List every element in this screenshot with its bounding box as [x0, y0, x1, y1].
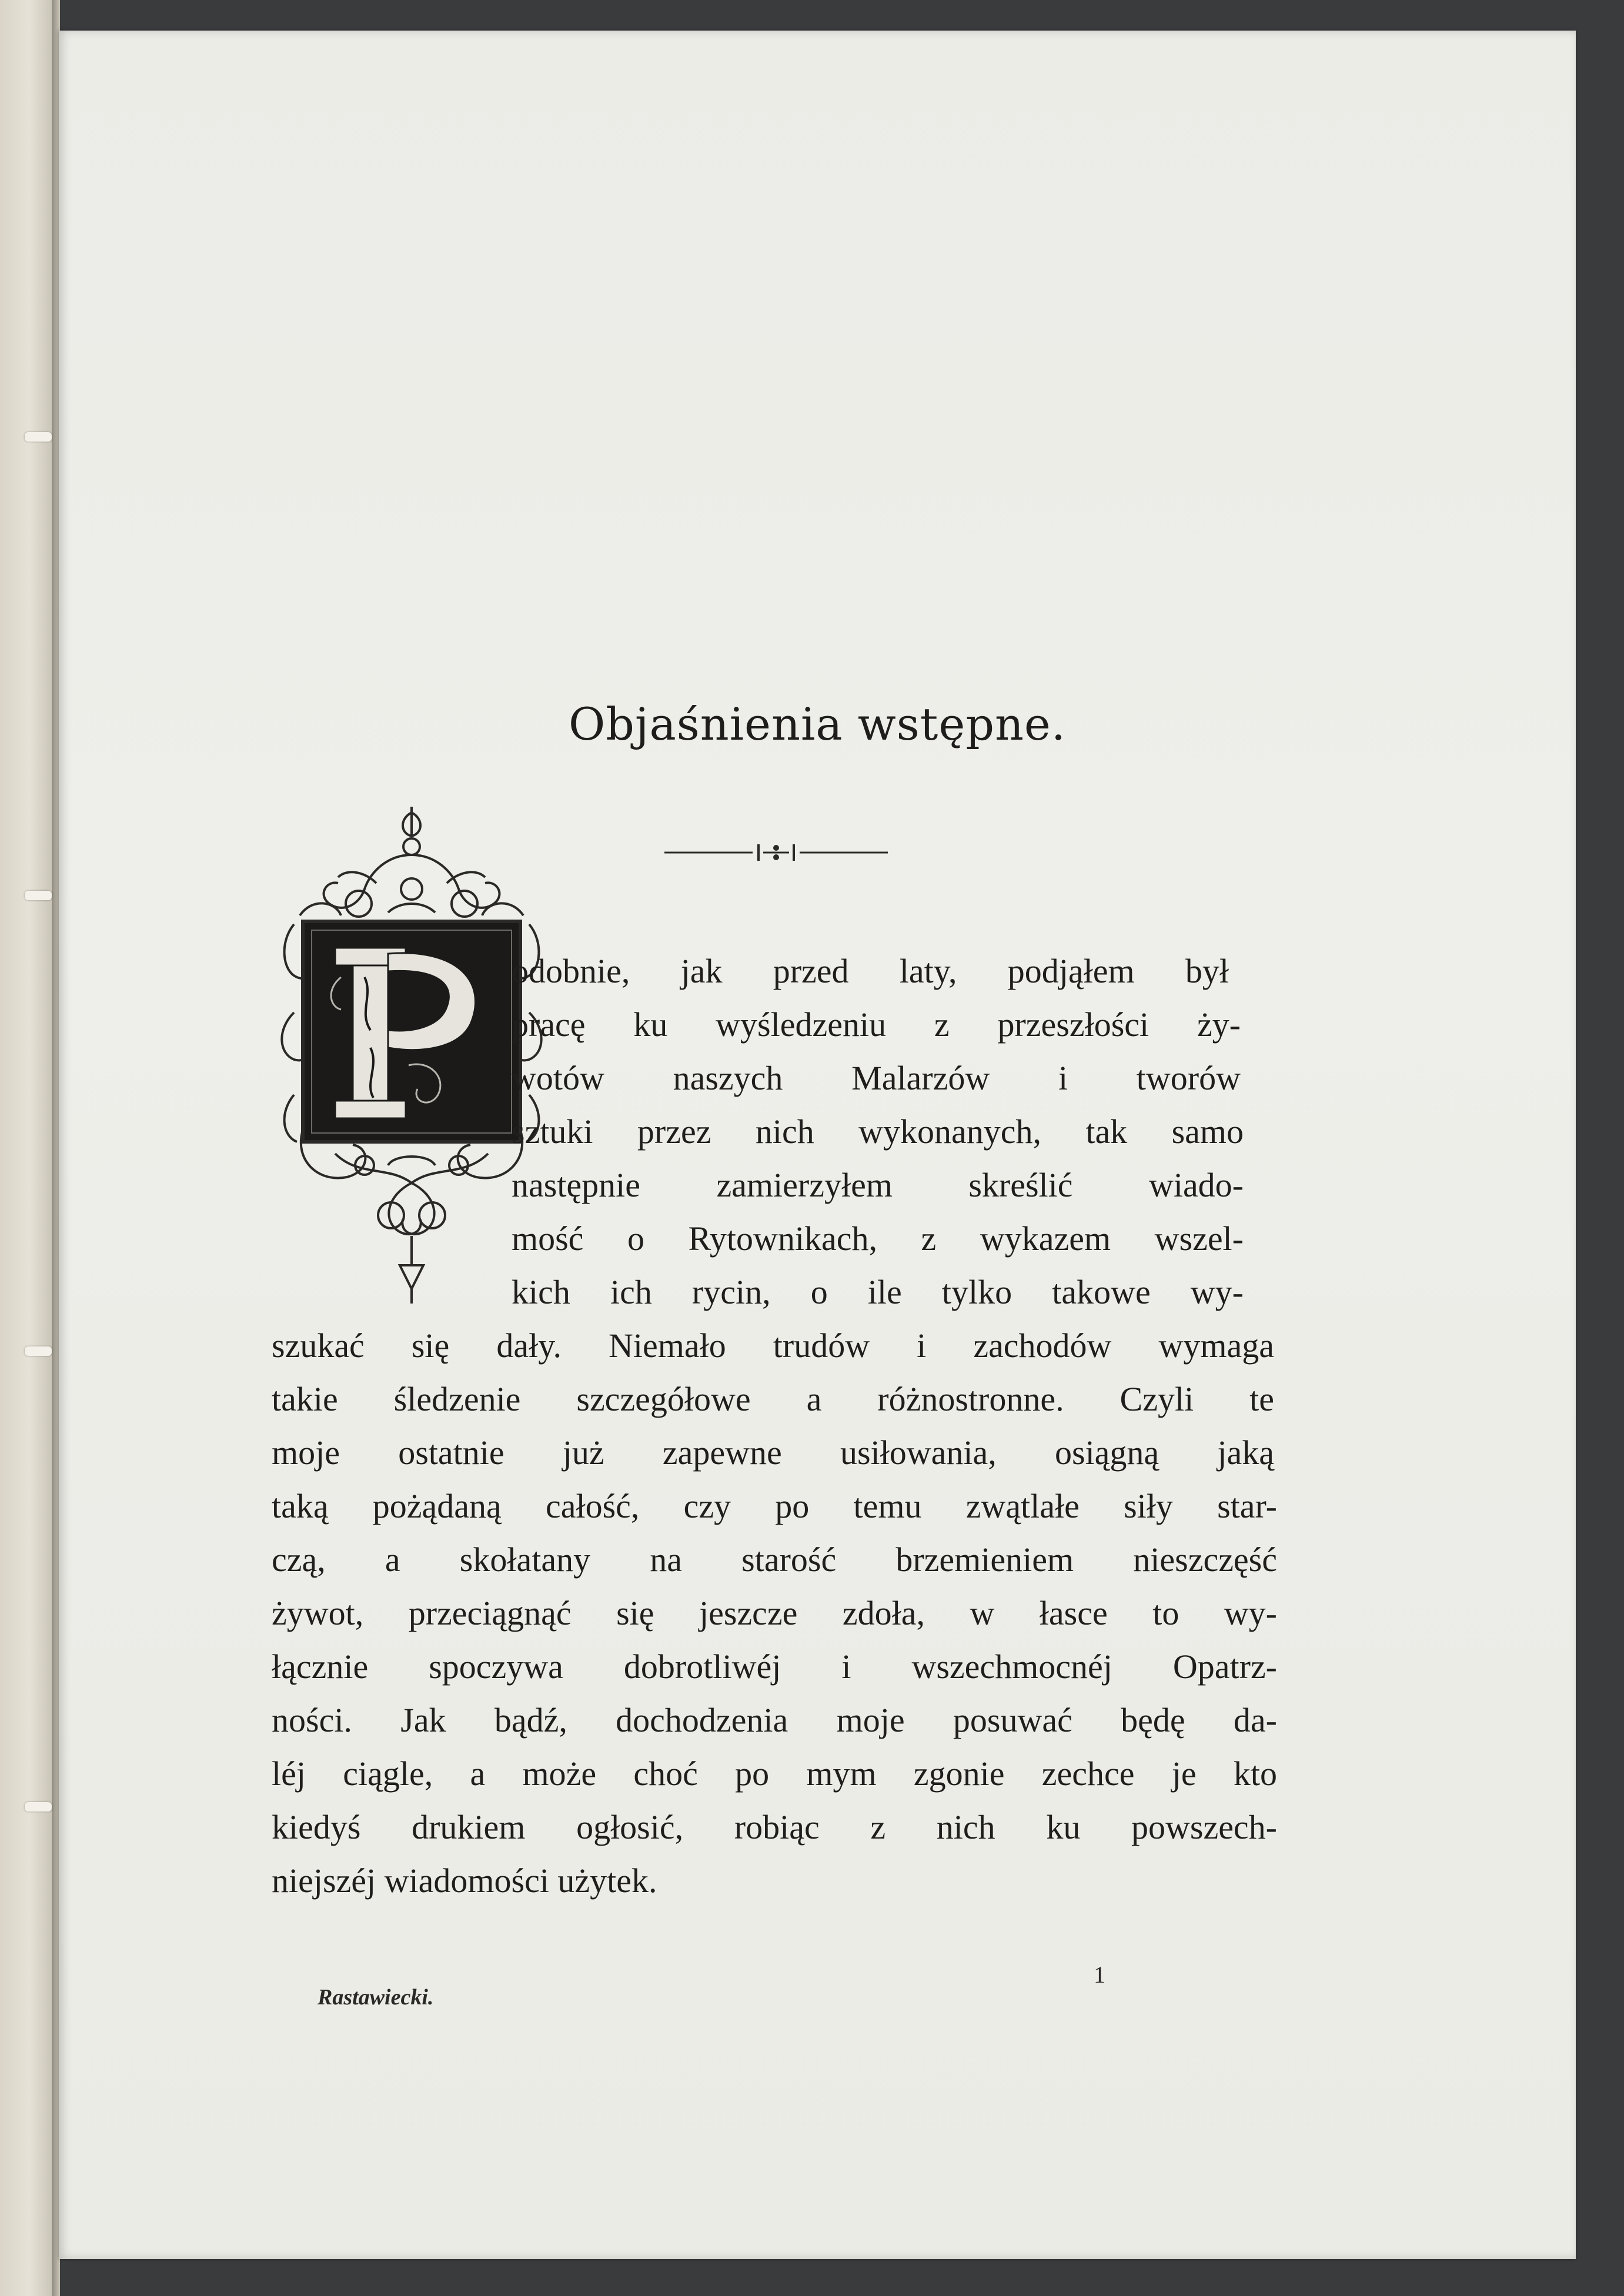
book-page: [59, 31, 1576, 2259]
decorated-initial-p: [270, 801, 553, 1306]
binding-stitch: [25, 1346, 52, 1356]
text-line: pracę ku wyśledzeniu z przeszłości ży-: [512, 1005, 1241, 1044]
text-line: moje ostatnie już zapewne usiłowania, osiągną jaką: [272, 1433, 1274, 1472]
binding-stitch: [25, 432, 52, 442]
text-line: kiedyś drukiem ogłosić, robiąc z nich ku powszech-: [272, 1808, 1277, 1846]
text-line: czą, a skołatany na starość brzemieniem nieszczęść: [272, 1540, 1277, 1579]
text-line: następnie zamierzyłem skreślić wiado-: [512, 1166, 1244, 1204]
page-title: Objaśnienia wstępne.: [568, 698, 1067, 750]
previous-page-edge: [0, 0, 53, 2296]
signature-footer: Rastawiecki.: [318, 1985, 434, 2010]
text-line: szukać się dały. Niemało trudów i zachodów wymaga: [272, 1326, 1274, 1365]
text-line: kich ich rycin, o ile tylko takowe wy-: [512, 1273, 1244, 1311]
text-line: ności. Jak bądź, dochodzenia moje posuwać będę da-: [272, 1701, 1277, 1739]
text-line: wotów naszych Malarzów i tworów: [512, 1059, 1241, 1097]
text-line: odobnie, jak przed laty, podjąłem był: [512, 952, 1229, 990]
sheet-number: 1: [1094, 1961, 1105, 1988]
binding-stitch: [25, 1802, 52, 1812]
binding-stitch: [25, 891, 52, 900]
text-line: żywot, przeciągnąć się jeszcze zdoła, w łasce to wy-: [272, 1594, 1277, 1632]
text-line: łącznie spoczywa dobrotliwéj i wszechmocnéj Opatrz-: [272, 1647, 1277, 1686]
text-line: takie śledzenie szczegółowe a różnostronne. Czyli te: [272, 1380, 1274, 1418]
text-line: niejszéj wiadomości użytek.: [272, 1861, 657, 1900]
text-line: léj ciągle, a może choć po mym zgonie zechce je kto: [272, 1754, 1277, 1793]
text-line: mość o Rytownikach, z wykazem wszel-: [512, 1219, 1244, 1258]
text-line: sztuki przez nich wykonanych, tak samo: [512, 1112, 1244, 1151]
ornamental-divider: [664, 841, 888, 864]
text-line: taką pożądaną całość, czy po temu zwątlałe siły star-: [272, 1487, 1277, 1525]
